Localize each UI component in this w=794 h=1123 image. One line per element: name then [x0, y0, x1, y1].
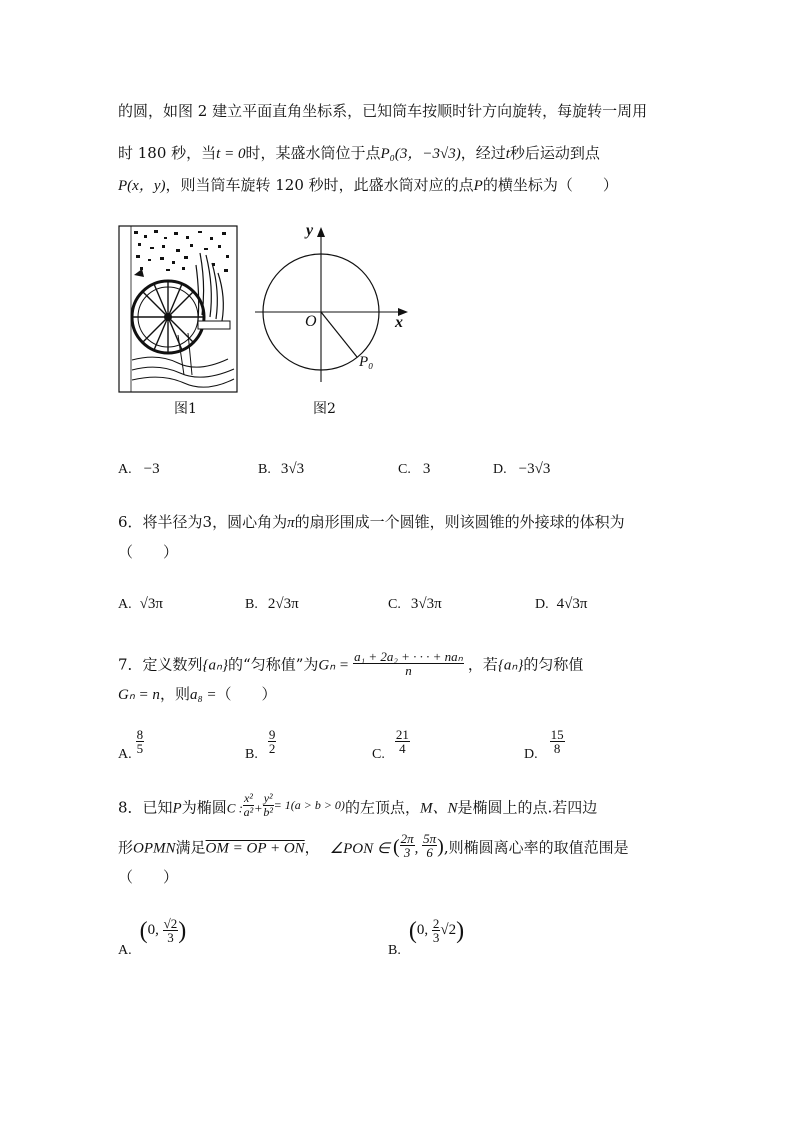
option-key: D.	[524, 746, 538, 762]
option-value: 3√3	[280, 461, 305, 477]
point-p0-label: P₀	[359, 354, 374, 370]
q5-text: 时，某盛水筒位于点	[245, 144, 381, 162]
q8-text: ,则椭圆离心率的取值范围是	[443, 838, 629, 857]
q5-t-eq: t = 0	[216, 146, 246, 162]
q7-text: 的“匀称值”为	[228, 655, 319, 674]
q7-text: 7．定义数列	[118, 655, 203, 674]
coordinate-circle-diagram	[255, 222, 415, 382]
q8-line-2	[118, 831, 629, 862]
q8-angle-frac-2	[422, 832, 437, 859]
figure-1-waterwheel	[118, 225, 238, 395]
q8-mn: M、N	[419, 800, 458, 817]
option-zero: 0,	[147, 922, 163, 938]
q8-angle: ∠PON ∈	[329, 840, 390, 857]
fraction-numerator: √2	[163, 915, 178, 931]
option-value: −3	[143, 461, 160, 477]
fraction-denominator: 6	[426, 845, 433, 860]
q7-option-c[interactable]	[372, 727, 410, 762]
q5-t-var: t	[505, 146, 510, 162]
axis-y-label: y	[306, 222, 314, 239]
q6-option-a[interactable]	[118, 596, 163, 613]
q5-text: 时 180 秒，当	[118, 144, 217, 162]
q7-seq: {aₙ}	[497, 657, 524, 674]
q7-text: 的匀称值	[523, 655, 584, 674]
q7-seq: {aₙ}	[202, 657, 229, 674]
option-sqrt: √2	[440, 922, 457, 938]
waterwheel-illustration	[118, 225, 238, 395]
fraction-denominator: 3	[432, 929, 440, 945]
q8-ellipse-frac-y	[263, 792, 274, 819]
q7-formula-fraction	[353, 650, 464, 677]
q7-text: （ ）	[216, 685, 277, 703]
option-key: B.	[245, 597, 258, 612]
q8-angle-frac-1	[400, 832, 415, 859]
option-right-paren: )	[178, 918, 187, 944]
option-left-paren: (	[139, 918, 148, 944]
q8-left-paren: (	[392, 835, 400, 858]
q6-line-2: （ ）	[118, 543, 179, 561]
q5-line-1: 的圆，如图 2 建立平面直角坐标系，已知筒车按顺时针方向旋转，每旋转一周用	[118, 102, 648, 120]
option-key: B.	[258, 462, 271, 477]
q8-ellipse-plus: +	[253, 800, 263, 816]
fraction-denominator: 3	[403, 845, 411, 860]
fraction-numerator: 5π	[423, 831, 437, 846]
q5-p0-point: P₀(3，−3√3)	[380, 146, 461, 162]
q5-text: ，经过	[460, 144, 506, 162]
q8-opmn: OPMN	[133, 840, 176, 857]
q6-option-b[interactable]	[245, 596, 299, 613]
q7-a8: a₈ =	[189, 687, 217, 703]
option-value: 4√3π	[556, 596, 588, 612]
fraction-numerator: 15	[550, 727, 564, 742]
fraction-denominator: b²	[263, 805, 273, 819]
q8-text: 的左顶点，	[344, 798, 420, 817]
option-key: A.	[118, 943, 132, 958]
fraction-denominator: 5	[136, 741, 144, 756]
q5-p-point: P(x，y)	[118, 178, 166, 194]
q8-line-3: （ ）	[118, 868, 179, 886]
q8-text: 8．已知	[118, 798, 173, 817]
q6-pi: π	[287, 515, 295, 531]
q7-text: ，若	[467, 655, 498, 674]
q8-text: 形	[118, 838, 134, 857]
option-fraction	[268, 728, 277, 755]
option-key: B.	[245, 746, 258, 762]
q7-option-b[interactable]	[245, 727, 276, 762]
fraction-numerator: x²	[243, 791, 253, 805]
figure-1-caption: 图1	[174, 401, 197, 417]
q8-P: P	[172, 800, 182, 817]
option-value: 3√3π	[410, 596, 442, 612]
option-value: 2√3π	[267, 596, 299, 612]
q8-text: ，	[304, 838, 320, 857]
q8-line-1	[118, 791, 598, 822]
fraction-denominator: 4	[399, 741, 406, 756]
q8-option-a[interactable]	[118, 915, 187, 958]
fraction-numerator: 2π	[400, 831, 414, 846]
axis-x-label: x	[395, 314, 403, 331]
fraction-denominator: 2	[268, 741, 276, 756]
fraction-denominator: 8	[553, 741, 561, 756]
q6-text: 的扇形围成一个圆锥，则该圆锥的外接球的体积为	[294, 513, 625, 531]
q5-option-a[interactable]	[118, 461, 160, 478]
q5-line-3	[118, 174, 618, 195]
option-fraction	[136, 728, 145, 755]
q8-vector-eq: OM = OP + ON	[205, 840, 305, 857]
option-fraction	[395, 728, 410, 755]
q7-line-1	[118, 649, 584, 679]
q7-text: ，则	[159, 685, 190, 703]
option-key: A.	[118, 462, 132, 477]
option-fraction	[550, 728, 565, 755]
fraction-numerator: 8	[136, 727, 144, 742]
q7-formula-lhs: Gₙ =	[318, 657, 350, 674]
q7-option-d[interactable]	[524, 727, 565, 762]
option-key: B.	[388, 943, 401, 958]
q5-option-b[interactable]	[258, 461, 304, 478]
option-key: C.	[398, 462, 411, 477]
fraction-denominator: a²	[243, 805, 254, 819]
option-value: −3√3	[518, 461, 551, 477]
fraction-numerator: y²	[263, 791, 273, 805]
q8-ellipse-c: C :	[226, 800, 243, 816]
q5-text: 的横坐标为（ ）	[482, 176, 618, 194]
q8-comma: ,	[414, 840, 423, 857]
q6-text: 6．将半径为3，圆心角为	[118, 513, 288, 531]
fraction-numerator: 9	[268, 727, 276, 742]
option-key: D.	[535, 597, 549, 612]
q6-option-d[interactable]	[535, 596, 587, 613]
q5-text: 秒后运动到点	[509, 144, 600, 162]
q5-option-d[interactable]	[493, 461, 550, 478]
q6-option-c[interactable]	[388, 596, 442, 613]
fraction-numerator: 2	[432, 915, 440, 931]
fraction-denominator: 3	[167, 929, 174, 945]
option-key: D.	[493, 462, 507, 477]
q5-option-c[interactable]	[398, 461, 430, 478]
q8-option-b[interactable]	[388, 915, 465, 958]
q7-formula-denominator: n	[405, 663, 412, 678]
option-key: C.	[388, 597, 401, 612]
option-zero: 0,	[416, 922, 432, 938]
origin-label: O	[305, 313, 317, 330]
q7-line-2	[118, 683, 277, 704]
q8-text: 满足	[175, 838, 206, 857]
option-key: A.	[118, 597, 132, 612]
option-right-paren: )	[456, 918, 465, 944]
q5-line-2	[118, 142, 600, 163]
option-left-paren: (	[408, 918, 417, 944]
q6-line-1	[118, 511, 625, 532]
fraction-numerator: 21	[395, 727, 409, 742]
figure-2-coordinate-circle	[255, 222, 415, 382]
option-key: C.	[372, 746, 385, 762]
q7-gn-eq: Gₙ = n	[118, 687, 160, 703]
option-value: 3	[422, 461, 431, 477]
q8-right-paren: )	[437, 835, 444, 858]
option-value: √3π	[139, 596, 163, 612]
q8-ellipse-rest: = 1(a > b > 0)	[273, 797, 345, 812]
q7-formula-numerator: a₁ + 2a₂ + · · · + naₙ	[354, 649, 463, 664]
q8-text: 为椭圆	[181, 798, 227, 817]
q8-text: 是椭圆上的点.若四边	[457, 798, 598, 817]
option-key: A.	[118, 746, 132, 762]
q7-option-a[interactable]	[118, 727, 144, 762]
q8-ellipse-frac-x	[243, 792, 254, 819]
q5-text: ，则当筒车旋转 120 秒时，此盛水筒对应的点	[165, 176, 474, 194]
option-fraction	[163, 917, 179, 944]
figure-2-caption: 图2	[313, 401, 336, 417]
q5-p-var: P	[473, 178, 483, 194]
